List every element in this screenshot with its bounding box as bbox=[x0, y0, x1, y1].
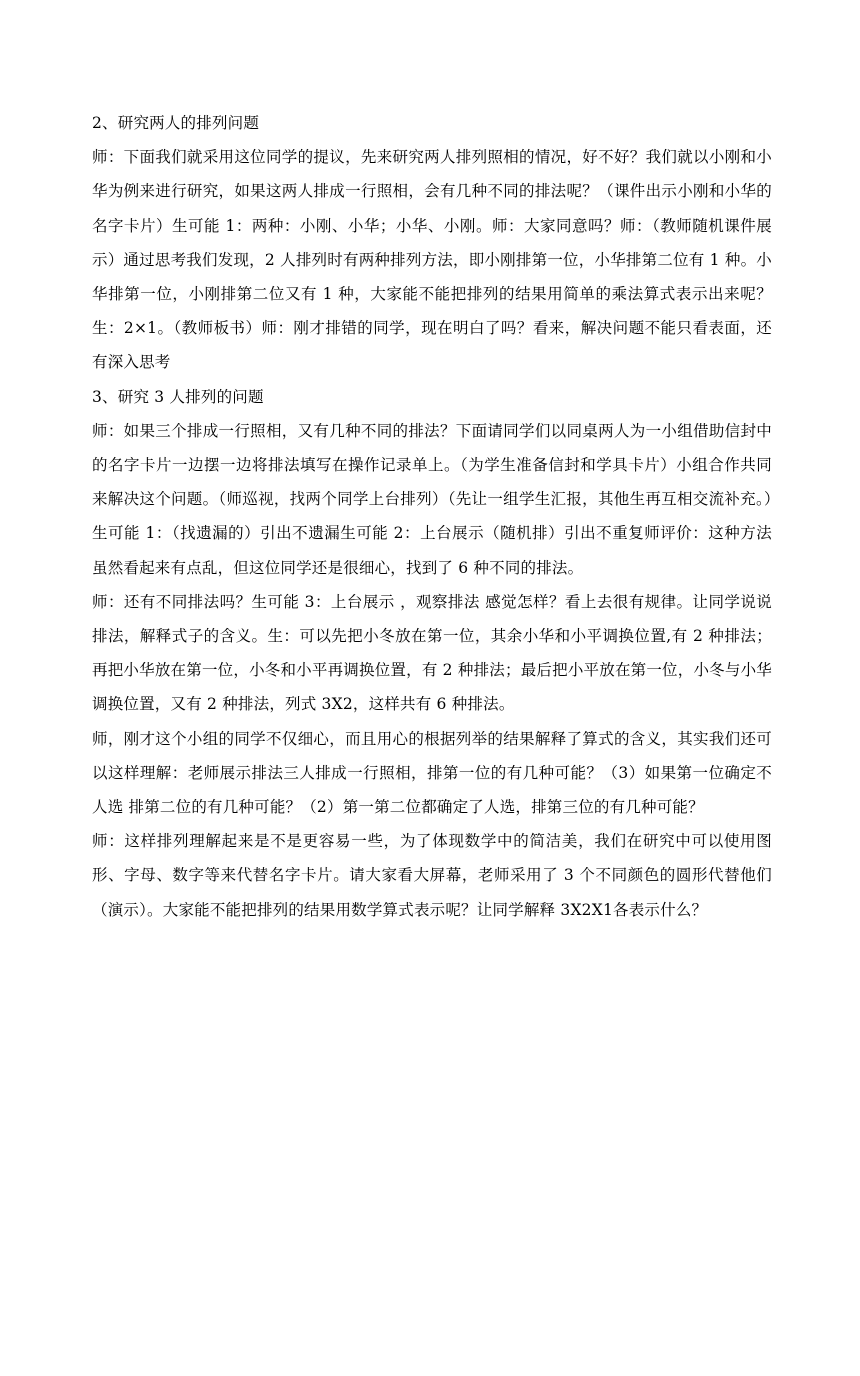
paragraph-explanation: 师，刚才这个小组的同学不仅细心，而且用心的根据列举的结果解释了算式的含义，其实我们还可以这样理解：老师展示排法三人排成一行照相，排第一位的有几种可能？（3）如果第一位确定不人选 排第二位的有几种可能？（2）第一第二位都确定了人选，排第三位的有几种可能？ bbox=[92, 729, 772, 817]
section-heading-three-person: 3、研究 3 人排列的问题 bbox=[92, 387, 264, 406]
paragraph-conclusion: 师：这样排列理解起来是不是更容易一些，为了体现数学中的简洁美，我们在研究中可以使用图形、字母、数字等来代替名字卡片。请大家看大屏幕，老师采用了 3 个不同颜色的圆形代替他们（演示）。大家能不能把排列的结果用数学算式表示呢？让同学解释 3X2X1各表示什么？ bbox=[92, 832, 772, 919]
section-heading-two-person: 2、研究两人的排列问题 bbox=[92, 114, 260, 132]
paragraph-other-arrangements: 师：还有不同排法吗？生可能 3：上台展示 ，观察排法 感觉怎样？看上去很有规律。让同学说说排法，解释式子的含义。生：可以先把小冬放在第一位，其余小华和小平调换位置,有 2 种排法；再把小华放在第一位，小冬和小平再调换位置，有 2 种排法；最后把小平放在第一位，小冬与小华调换位置，又有 2 种排法，列式 3X2，这样共有 6 种排法。 bbox=[92, 592, 772, 714]
paragraph-three-person-activity: 师：如果三个排成一行照相，又有几种不同的排法？下面请同学们以同桌两人为一小组借助信封中的名字卡片一边摆一边将排法填写在操作记录单上。（为学生准备信封和学具卡片）小组合作共同来解决这个问题。（师巡视，找两个同学上台排列）（先让一组学生汇报，其他生再互相交流补充。）生可能 1：（找遗漏的）引出不遗漏生可能 2：上台展示（随机排）引出不重复师评价：这种方法虽然看起来有点乱，但这位同学还是很细心，找到了 6 种不同的排法。 bbox=[92, 421, 772, 577]
paragraph-two-person-discussion: 师：下面我们就采用这位同学的提议，先来研究两人排列照相的情况，好不好？我们就以小刚和小华为例来进行研究，如果这两人排成一行照相，会有几种不同的排法呢？（课件出示小刚和小华的名字卡片）生可能 1：两种：小刚、小华；小华、小刚。师：大家同意吗？师：（教师随机课件展示）通过思考我们发现，2 人排列时有两种排列方法，即小刚排第一位，小华排第二位有 1 种。小华排第一位，小刚排第二位又有 1 种，大家能不能把排列的结果用简单的乘法算式表示出来呢？生：2×1。（教师板书）师：刚才排错的同学，现在明白了吗？看来，解决问题不能只看表面，还有深入思考 bbox=[92, 148, 772, 372]
document-body bbox=[92, 106, 772, 927]
